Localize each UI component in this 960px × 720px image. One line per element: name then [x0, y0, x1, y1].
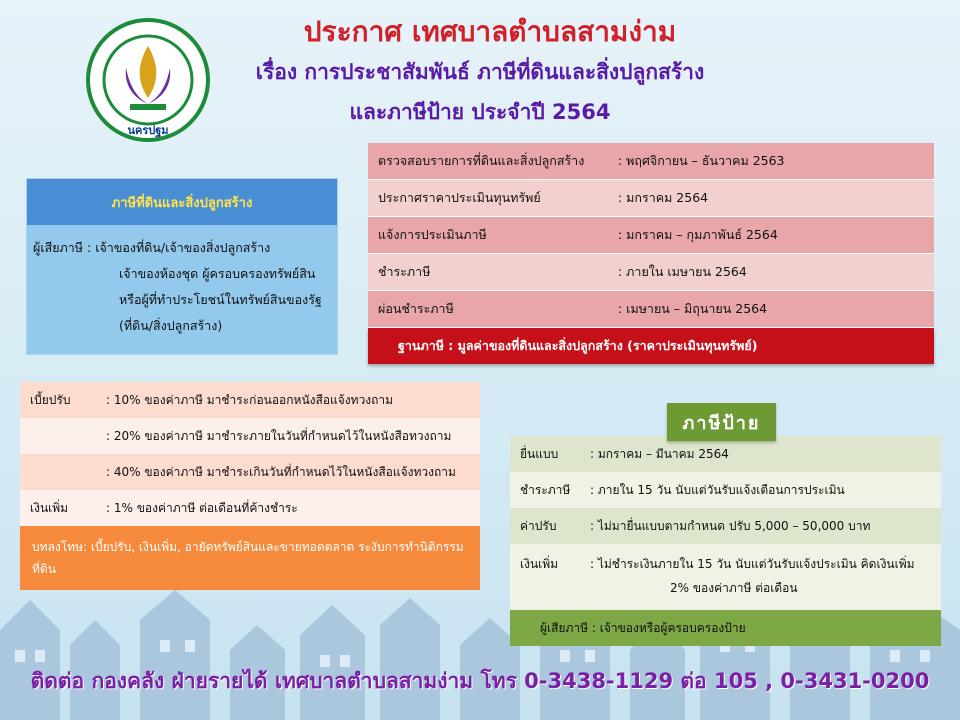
announcement-title: ประกาศ เทศบาลตำบลสามง่าม	[303, 15, 677, 48]
sign-tax-row	[510, 544, 941, 610]
sign-tax-item: ยื่นแบบ	[520, 446, 559, 461]
schedule-item: ประกาศราคาประเมินทุนทรัพย์	[378, 190, 541, 205]
schedule-row	[368, 180, 934, 217]
logo-text-bottom: นครปฐม	[127, 124, 169, 137]
sign-tax-row	[510, 436, 941, 472]
penalty-row	[20, 490, 480, 526]
schedule-row	[368, 217, 934, 254]
announcement-subtitle-line2: และภาษีป้าย ประจำปี 2564	[349, 100, 611, 124]
penalty-type: เงินเพิ่ม	[30, 500, 69, 515]
land-tax-payer-line: หรือผู้ที่ทำประโยชน์ในทรัพย์สินของรัฐ	[119, 292, 322, 307]
land-tax-heading: ภาษีที่ดินและสิ่งปลูกสร้าง	[27, 179, 337, 225]
announcement-subtitle: เรื่อง การประชาสัมพันธ์ ภาษีที่ดินและสิ่งปลูกสร้าง	[255, 60, 705, 84]
land-tax-body	[27, 225, 337, 349]
sign-tax-row	[510, 472, 941, 508]
penalty-detail: : 40% ของค่าภาษี มาชำระเกินวันที่กำหนดไว้ในหนังสือแจ้งทวงถาม	[106, 464, 456, 479]
sign-tax-payer: ผู้เสียภาษี : เจ้าของหรือผู้ครอบครองป้าย	[510, 610, 941, 646]
schedule-row	[368, 254, 934, 291]
schedule-item: ผ่อนชำระภาษี	[378, 301, 454, 316]
sign-tax-detail-block	[590, 552, 915, 600]
sign-tax-detail: : มกราคม – มีนาคม 2564	[590, 446, 729, 461]
sign-tax-row	[510, 508, 941, 544]
penalty-detail: : 10% ของค่าภาษี มาชำระก่อนออกหนังสือแจ้งทวงถาม	[106, 392, 394, 407]
sign-tax-detail: : ภายใน 15 วัน นับแต่วันรับแจ้งเตือนการประเมิน	[590, 482, 845, 497]
land-tax-schedule-table	[368, 143, 934, 364]
penalty-table	[20, 382, 480, 590]
sign-tax-table	[510, 436, 941, 646]
land-tax-panel	[26, 178, 338, 355]
schedule-date: : มกราคม – กุมภาพันธ์ 2564	[618, 227, 778, 242]
schedule-item: ตรวจสอบรายการที่ดินและสิ่งปลูกสร้าง	[378, 153, 585, 168]
penalty-row	[20, 418, 480, 454]
penalty-row	[20, 382, 480, 418]
contact-info: ติดต่อ กองคลัง ฝ่ายรายได้ เทศบาลตำบลสามง่าม โทร 0-3438-1129 ต่อ 105 , 0-3431-0200	[30, 669, 930, 693]
sign-tax-tag: ภาษีป้าย	[667, 403, 776, 441]
schedule-date: : มกราคม 2564	[618, 190, 709, 205]
land-tax-payer-line: เจ้าของห้องชุด ผู้ครอบครองทรัพย์สิน	[119, 266, 316, 281]
sign-tax-detail: : ไม่ชำระเงินภายใน 15 วัน นับแต่วันรับแจ้งประเมิน คิดเงินเพิ่ม	[590, 557, 915, 571]
municipality-seal-logo	[86, 18, 210, 142]
sign-tax-detail: : ไม่มายื่นแบบตามกำหนด ปรับ 5,000 – 50,000 บาท	[590, 518, 871, 533]
schedule-date: : พฤศจิกายน – ธันวาคม 2563	[618, 153, 785, 168]
penalty-row	[20, 454, 480, 490]
tax-base-banner: ฐานภาษี : มูลค่าของที่ดินและสิ่งปลูกสร้าง (ราคาประเมินทุนทรัพย์)	[368, 328, 934, 364]
penalty-detail: : 20% ของค่าภาษี มาชำระภายในวันที่กำหนดไว้ในหนังสือทวงถาม	[106, 428, 452, 443]
schedule-date: : ภายใน เมษายน 2564	[618, 264, 747, 279]
schedule-row	[368, 143, 934, 180]
sign-tax-item: ค่าปรับ	[520, 518, 557, 533]
sign-tax-detail-cont: 2% ของค่าภาษี ต่อเดือน	[670, 581, 798, 595]
schedule-item: ชำระภาษี	[378, 264, 431, 279]
penalty-note: บทลงโทษ: เบี้ยปรับ, เงินเพิ่ม, อายัดทรัพย์สินและขายทอดตลาด ระงับการทำนิติกรรมที่ดิน	[20, 526, 480, 590]
sign-tax-item: เงินเพิ่ม	[520, 557, 559, 571]
schedule-row	[368, 291, 934, 328]
penalty-type: เบี้ยปรับ	[30, 392, 71, 407]
penalty-detail: : 1% ของค่าภาษี ต่อเดือนที่ค้างชำระ	[106, 500, 298, 515]
schedule-date: : เมษายน – มิถุนายน 2564	[618, 301, 768, 316]
land-tax-payer-line: (ที่ดิน/สิ่งปลูกสร้าง)	[119, 318, 223, 333]
schedule-item: แจ้งการประเมินภาษี	[378, 227, 487, 242]
sign-tax-item: ชำระภาษี	[520, 482, 571, 497]
land-tax-payer-line: ผู้เสียภาษี : เจ้าของที่ดิน/เจ้าของสิ่งปลูกสร้าง	[33, 240, 271, 255]
